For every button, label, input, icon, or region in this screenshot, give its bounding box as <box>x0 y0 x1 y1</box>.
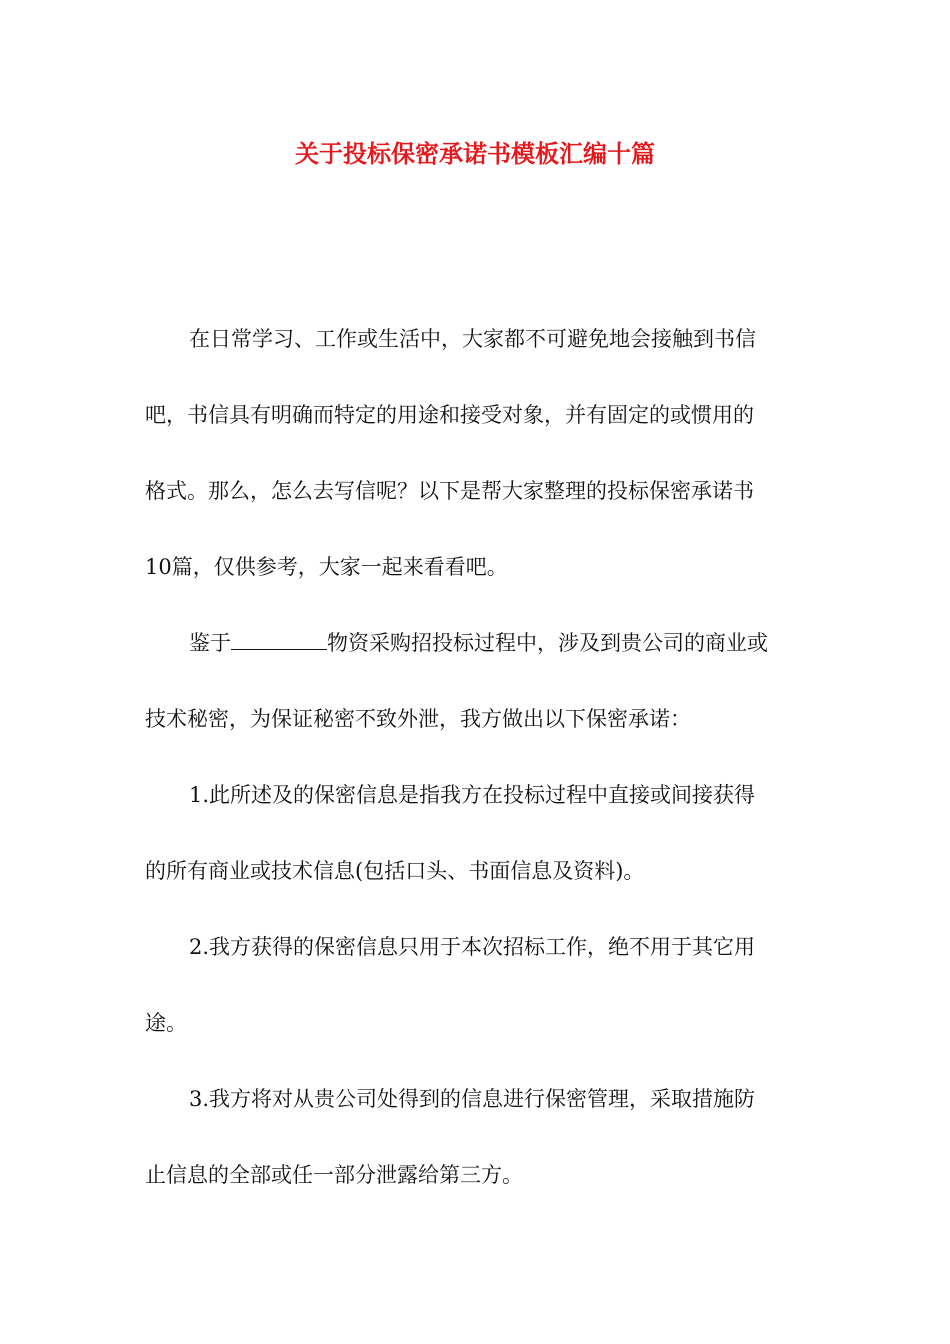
paragraph-intro-line-3: 格式。那么，怎么去写信呢？以下是帮大家整理的投标保密承诺书 <box>145 479 754 503</box>
clause-1-line-2: 的所有商业或技术信息(包括口头、书面信息及资料)。 <box>145 859 645 883</box>
clause-1-line-1: 1.此所述及的保密信息是指我方在投标过程中直接或间接获得 <box>189 783 756 807</box>
paragraph-whereas-line-2: 技术秘密，为保证秘密不致外泄，我方做出以下保密承诺： <box>145 707 691 731</box>
paragraph-whereas-line-1 <box>145 605 809 681</box>
document-title: 关于投标保密承诺书模板汇编十篇 <box>295 139 655 168</box>
whereas-rest: 物资采购招投标过程中，涉及到贵公司的商业或 <box>327 631 768 655</box>
clause-2-line-2: 途。 <box>145 1011 187 1035</box>
paragraph-intro-line-1: 在日常学习、工作或生活中，大家都不可避免地会接触到书信 <box>189 327 756 351</box>
fill-in-blank <box>231 631 327 650</box>
clause-3-line-2: 止信息的全部或任一部分泄露给第三方。 <box>145 1163 523 1187</box>
whereas-prefix: 鉴于 <box>189 631 231 655</box>
paragraph-intro-line-2: 吧，书信具有明确而特定的用途和接受对象，并有固定的或惯用的 <box>145 403 754 427</box>
clause-3-line-1: 3.我方将对从贵公司处得到的信息进行保密管理，采取措施防 <box>189 1087 756 1111</box>
clause-2-line-1: 2.我方获得的保密信息只用于本次招标工作，绝不用于其它用 <box>189 935 756 959</box>
document-body <box>145 301 809 1213</box>
paragraph-intro-line-4: 10篇，仅供参考，大家一起来看看吧。 <box>145 555 508 579</box>
